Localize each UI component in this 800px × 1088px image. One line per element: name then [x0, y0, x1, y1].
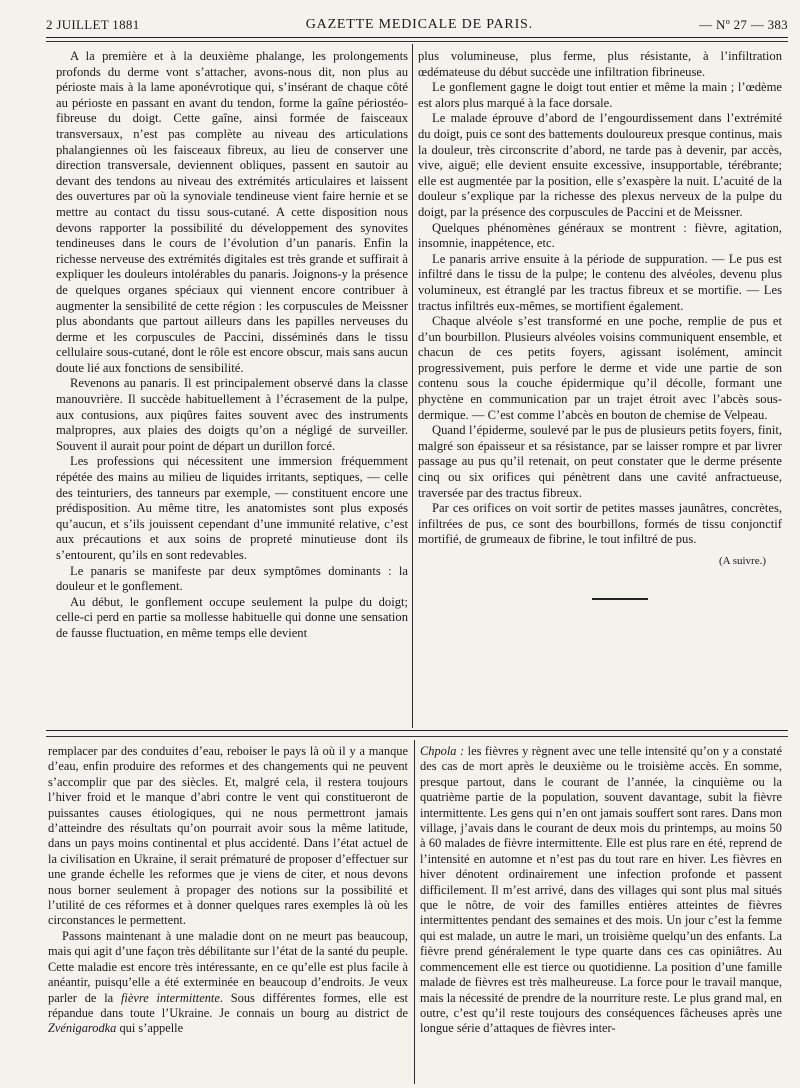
emphasis: Zvénigarodka	[48, 1021, 117, 1036]
paragraph-continued: plus volumineuse, plus ferme, plus résistante, à l’infiltration œdémateuse du début succède une infiltration fibrineuse.	[418, 49, 782, 79]
emphasis: Chpola :	[420, 744, 465, 758]
header-rule	[46, 37, 788, 38]
header-date: 2 JUILLET 1881	[46, 17, 140, 32]
paragraph: Le malade éprouve d’abord de l’engourdissement dans l’extrémité du doigt, puis ce sont des battements douloureux presque continus, mais la douleur, très circonscrite d’abord, ne tarde pas à devenir, par accès, vive, aiguë; elle devient ensuite excessive, insupportable, térébrante; elle est augmentée par la position, elle s’exaspère la nuit. L’acuité de la douleur s’explique par la richesse des plexus nerveux de la pulpe du doigt, par la présence des corpuscules de Paccini et de Meissner.	[418, 111, 782, 219]
paragraph: Par ces orifices on voit sortir de petites masses jaunâtres, concrètes, infiltrées de pus, ce sont des bourbillons, formés de tissu conjonctif mortifié, de grumeaux de fibrine, le tout infiltré de pus.	[418, 501, 782, 547]
paragraph: Revenons au panaris. Il est principalement observé dans la classe manouvrière. Il succède habituellement à l’écrasement de la pulpe, aux contusions, aux piqûres faites souvent avec des instruments malpropres, aux plaies des doigts qu’on a négligé de surveiller. Souvent il aurait pour point de départ un durillon forcé.	[56, 376, 408, 453]
header-title: GAZETTE MEDICALE DE PARIS.	[305, 17, 533, 32]
bottom-right-column	[420, 744, 782, 1084]
paragraph	[48, 929, 408, 1037]
text-run: les fièvres y règnent avec une telle intensité qu’on y a constaté des cas de mort après le deuxième ou le troisième accès. En somme, presque partout, dans le courant de l’année, la cinquième ou la quatrième partie de la population, souvent davantage, subit la fièvre intermittente. Les gens qui n’en ont jamais souffert sont rares. Dans mon village, j’avais dans le courant de deux mois du printemps, au moins 50 à 60 malades de fièvre intermittente. Elle est plus rare en été, reprend de l’intensité en automne et n’est pas du tout rare en hiver. Les fièvres en hiver dénotent ordinairement une infection profonde et passent difficilement. Il m’est arrivé, dans des villages qui sont plus mal situés que le nôtre, de voir des familles entières atteintes de fièvres intermittentes pendant des semaines et des mois. Un jour c’est la femme qui est malade, un autre le mari, un troisième quelqu’un des enfants. La fièvre prend généralement le type quarte dans ces cas opiniâtres. Au commencement elle est tierce ou quotidienne. La position d’une famille malade de fièvres est très malheureuse. La force pour le travail manque, mais la nécessité de prendre de la nourriture reste. Le plus grand mal, en outre, c’est qu’il reste toujours des conséquences fâcheuses après une longue série d’attaques de fièvres inter-	[420, 744, 782, 1036]
paragraph: Chaque alvéole s’est transformé en une poche, remplie de pus et d’un bourbillon. Plusieurs alvéoles voisins communiquent ensemble, et chacun de ces petits foyers, agissant isolément, amincit progressivement, puis perfore le derme et vide une partie de son contenu sous la couche épidermique qu’il décolle, formant une phyctène en communication par un trajet étroit avec l’abcès sous-dermique. — C’est comme l’abcès en bouton de chemise de Velpeau.	[418, 314, 782, 422]
paragraph-continued	[420, 744, 782, 1037]
paragraph: Le panaris se manifeste par deux symptômes dominants : la douleur et le gonflement.	[56, 563, 408, 594]
bottom-left-column	[48, 744, 408, 1084]
header-issue-page: — Nº 27 — 383	[699, 17, 788, 32]
paragraph: Les professions qui nécessitent une immersion fréquemment répétée des mains au milieu de liquides irritants, septiques, — celle des teinturiers, des tanneurs par exemple, — constituent encore une prédisposition. Au même titre, les anatomistes sont plus exposés qu’aucun, et s’ils jouissent cependant d’une immunité relative, c’est aux précautions et aux soins de propreté minutieuse dont ils s’entourent, qu’ils en sont redevables.	[56, 454, 408, 562]
section-rule	[46, 730, 788, 731]
top-right-column	[418, 49, 782, 725]
emphasis: fièvre intermittente	[120, 990, 220, 1005]
column-divider-bottom	[414, 740, 415, 1084]
text-run: Passons maintenant à une maladie dont on ne meurt pas beaucoup, mais qui agit d’une façon très débilitante sur l’état de la santé du peuple. Cette maladie est encore très intéressante, en ce qu’elle est plus facile à anéantir, puisqu’elle a été exterminée en beaucoup d’endroits. Je veux parler de la	[48, 928, 408, 1005]
paragraph-continued: remplacer par des conduites d’eau, reboiser le pays là où il y a manque d’eau, enfin produire des reformes et des changements qui ne peuvent s’accomplir que par des siècles. Et, malgré cela, il restera toujours l’hiver froid et le manque d’abri contre le vent qui constitueront de puissantes causes étiologiques, qui ne nous permettront jamais d’atteindre des résultats qu’on pourrait avoir sous la même latitude, dans un pays moins continental et plus accidenté. Dans l’état actuel de la civilisation en Ukraine, il serait prématuré de proposer d’effectuer sur une grande échelle les reformes que je viens de citer, et nous devons nous borner seulement à propager des notions sur la possibilité et l’utilité de ces réformes et à donner quelques rares exemples là où les circonstances le permettent.	[48, 744, 408, 928]
paragraph: Le gonflement gagne le doigt tout entier et même la main ; l’œdème est alors plus marqué à la face dorsale.	[418, 80, 782, 110]
article-end-rule	[592, 598, 648, 600]
header-rule-thin	[46, 41, 788, 42]
column-divider-top	[412, 44, 413, 728]
top-left-column	[56, 49, 408, 725]
text-run: . Sous différentes formes, elle est répandue dans toute l’Ukraine. Je connais un bourg au district de	[48, 990, 408, 1020]
section-rule-thin	[46, 736, 788, 737]
page-header	[46, 14, 788, 36]
text-run: qui s’appelle	[116, 1021, 184, 1036]
paragraph: Le panaris arrive ensuite à la période de suppuration. — Le pus est infiltré dans le tissu de la pulpe; le contenu des alvéoles, devenu plus volumineux, est étranglé par les tractus fibreux et se mortifie. — Les tractus infiltrés eux-mêmes, se mortifient également.	[418, 251, 782, 313]
to-be-continued: (A suivre.)	[718, 555, 766, 567]
paragraph: A la première et à la deuxième phalange, les prolongements profonds du derme vont s’attacher, avons-nous dit, non plus au périoste mais à la lame aponévrotique qui, s’insérant de chaque côté au périoste en passant en avant du tendon, forme la gaîne périostéo-fibreuse du doigt. Cette gaîne, ainsi formée de faisceaux transversaux, n’est pas complète au niveau des articulations phalangiennes où les faisceaux fibreux, au lieu de conserver une direction transversale, deviennent obliques, passent en sautoir au devant des tendons au niveau des extrémités articulaires et laissent des ouvertures par où la synoviale tendineuse vient faire hernie et se mettre au contact du tissu sous-cutané. A cette disposition nous devons rapporter la possibilité du développement des synovites tendineuses dans le cours de l’évolution d’un panaris. Enfin la richesse nerveuse des extrémités digitales est très grande et suffirait à expliquer les douleurs intolérables du panaris. Joignons-y la présence de quelques organes spéciaux qui viennent encore contribuer à augmenter la sensibilité de cette région : les corpuscules de Meissner plus abondants que partout ailleurs dans les papilles nerveuses du derme et les corpuscules de Paccini, disséminés dans le tissu cellulaire sous-cutané, dont le rôle est encore obscur, mais sans aucun doute lié aux fonctions de sensibilité.	[56, 49, 408, 375]
paragraph: Quelques phénomènes généraux se montrent : fièvre, agitation, insomnie, inappétence, etc.	[418, 220, 782, 251]
paragraph: Au début, le gonflement occupe seulement la pulpe du doigt; celle-ci perd en partie sa mollesse habituelle qui donne une sensation de fausse fluctuation, en même temps elle devient	[56, 594, 408, 640]
paragraph: Quand l’épiderme, soulevé par le pus de plusieurs petits foyers, finit, malgré son épaisseur et sa résistance, par se laisser rompre et par livrer passage au pus qu’il retenait, on peut constater que le derme présente cinq ou six orifices qui pénètrent dans une cavité anfractueuse, traversée par des tractus fibreux.	[418, 423, 782, 500]
